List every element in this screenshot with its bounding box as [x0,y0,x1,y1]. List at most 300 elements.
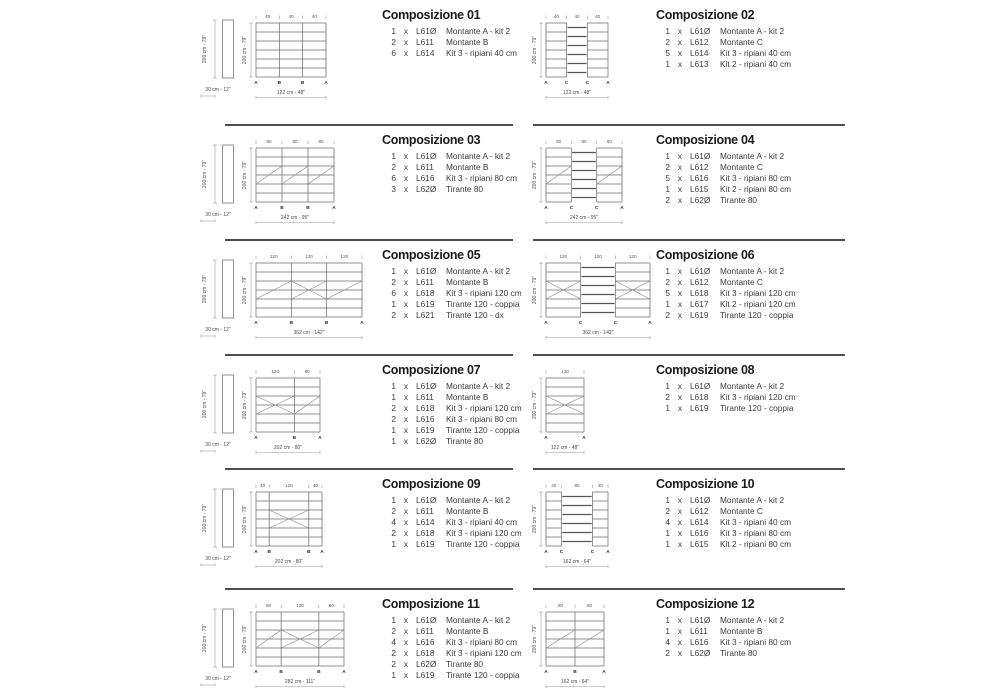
part-row [662,615,822,626]
upright-letter: C [569,206,574,211]
part-qty: 4 [665,637,670,647]
part-name: Montante A - kit 2 [446,381,511,391]
part-multiplier: x [403,495,409,505]
part-qty: 1 [391,266,396,276]
part-multiplier: x [403,173,409,183]
front-view-diagram [238,137,340,226]
upright-letter: A [544,670,548,675]
part-name: Montante C [720,162,763,172]
composition-section [520,2,850,127]
bay-width-label: 80 [586,603,593,609]
side-height-label: 200 cm - 79" [202,34,208,64]
part-multiplier: x [403,615,409,625]
parts-list [662,381,822,414]
width-dim-label: 202 cm - 80" [273,445,303,451]
part-qty: 2 [665,310,670,320]
bay-width-label: 40 [597,483,603,489]
side-view-diagram [193,367,241,463]
composition-title: Composizione 07 [382,363,481,377]
part-qty: 2 [665,277,670,287]
bay-width-label: 40 [311,14,317,20]
front-view-diagram [528,12,614,101]
bay-width-label: 120 [305,254,313,260]
part-row [662,506,822,517]
part-code: L619 [416,425,435,435]
height-dim-label: 200 cm - 79" [242,160,248,190]
part-qty: 1 [665,539,670,549]
part-name: Kit 3 - ripiani 120 cm [720,288,796,298]
part-name: Kit 2 - ripiani 40 cm [720,59,792,69]
upright-letter: B [307,550,311,555]
part-code: L619 [416,539,435,549]
composition-title: Composizione 12 [656,597,755,611]
part-multiplier: x [677,184,683,194]
height-dim-label: 200 cm - 79" [532,504,538,534]
part-name: Kit 3 - ripiani 120 cm [446,288,522,298]
upright-letter: A [254,206,258,211]
side-depth-label: 30 cm - 12" [205,556,231,562]
upright-letter: A [320,550,324,555]
upright-letter: A [544,321,548,326]
part-qty: 2 [391,162,396,172]
upright-letter: C [564,81,569,86]
part-multiplier: x [677,48,683,58]
bay-width-label: 80 [304,369,310,375]
part-code: L61Ø [690,266,711,276]
part-name: Tirante 80 [446,184,484,194]
part-qty: 1 [665,403,670,413]
part-code: L618 [416,648,435,658]
part-row [662,59,822,70]
part-code: L62Ø [416,659,437,669]
part-name: Tirante 80 [446,436,484,446]
part-multiplier: x [677,528,683,538]
part-multiplier: x [677,277,683,287]
upright-letter: A [342,670,346,675]
part-multiplier: x [403,26,409,36]
part-multiplier: x [403,659,409,669]
part-qty: 2 [391,37,396,47]
part-row [662,184,822,195]
part-code: L616 [690,637,709,647]
part-name: Montante B [446,162,489,172]
side-view-profile [223,609,234,667]
bay-width-label: 40 [312,483,318,489]
part-multiplier: x [403,648,409,658]
upright-letter: A [582,436,586,441]
part-multiplier: x [677,162,683,172]
part-name: Kit 3 - ripiani 40 cm [720,517,792,527]
side-depth-label: 30 cm - 12" [205,442,231,448]
part-multiplier: x [403,277,409,287]
height-dim-label: 200 cm - 79" [242,624,248,654]
part-code: L61Ø [690,381,711,391]
part-name: Tirante 120 - coppia [446,670,520,680]
part-code: L615 [690,539,709,549]
upright-letter: A [324,81,328,86]
bay-width-label: 120 [594,254,602,260]
part-multiplier: x [677,539,683,549]
part-code: L615 [690,184,709,194]
bay-width-label: 120 [269,254,278,260]
height-dim-label: 200 cm - 79" [532,624,538,654]
part-name: Montante A - kit 2 [720,381,785,391]
part-name: Montante C [720,277,763,287]
part-row [662,151,822,162]
bay-width-label: 120 [296,603,304,609]
part-code: L612 [690,162,709,172]
part-qty: 1 [665,528,670,538]
width-dim-label: 122 cm - 48" [550,445,580,451]
composition-title: Composizione 05 [382,248,481,262]
part-multiplier: x [403,288,409,298]
part-name: Kit 3 - ripiani 120 cm [720,392,796,402]
part-qty: 4 [665,517,670,527]
width-dim-label: 242 cm - 95" [569,215,599,221]
upright-letter: A [360,321,364,326]
side-view-diagram [193,601,241,697]
part-qty: 2 [391,277,396,287]
part-multiplier: x [403,670,409,680]
part-name: Tirante 80 [720,648,758,658]
part-row [662,288,822,299]
part-code: L614 [416,48,435,58]
part-multiplier: x [403,637,409,647]
upright-letter: A [544,206,548,211]
width-dim-label: 122 cm - 48" [276,90,306,96]
part-qty: 2 [665,506,670,516]
row-divider [225,468,513,470]
part-name: Tirante 120 - coppia [446,539,520,549]
composition-section [520,242,850,357]
part-code: L616 [416,637,435,647]
side-view-profile [223,145,234,203]
part-qty: 1 [665,151,670,161]
part-qty: 2 [391,403,396,413]
upright-letter: A [254,670,258,675]
part-multiplier: x [677,26,683,36]
part-name: Montante A - kit 2 [446,266,511,276]
part-qty: 2 [391,659,396,669]
part-code: L61Ø [416,615,437,625]
part-qty: 1 [665,59,670,69]
part-multiplier: x [677,299,683,309]
part-name: Kit 3 - ripiani 120 cm [446,528,522,538]
bay-width-label: 120 [559,254,568,260]
part-qty: 1 [665,299,670,309]
height-dim-label: 200 cm - 79" [532,35,538,65]
row-divider [225,354,513,356]
part-qty: 4 [391,517,396,527]
front-view-diagram [238,601,350,690]
part-multiplier: x [677,403,683,413]
side-view-profile [223,375,234,433]
part-name: Kit 3 - ripiani 80 cm [446,414,518,424]
part-name: Montante A - kit 2 [446,151,511,161]
part-row [662,517,822,528]
part-code: L616 [416,173,435,183]
part-multiplier: x [403,310,409,320]
part-qty: 6 [391,288,396,298]
composition-title: Composizione 02 [656,8,755,22]
part-code: L61Ø [416,26,437,36]
width-dim-label: 202 cm - 80" [274,559,304,565]
part-row [662,173,822,184]
upright-letter: C [585,81,590,86]
composition-section [190,2,520,127]
part-name: Montante A - kit 2 [720,151,785,161]
part-qty: 1 [391,381,396,391]
side-view-profile [223,489,234,547]
part-row [662,637,822,648]
part-multiplier: x [677,195,683,205]
part-name: Kit 2 - ripiani 80 cm [720,184,792,194]
part-row [662,162,822,173]
front-view-diagram [528,481,614,570]
bay-width-label: 80 [574,483,580,489]
part-multiplier: x [403,299,409,309]
part-multiplier: x [677,392,683,402]
part-name: Montante A - kit 2 [446,495,511,505]
part-multiplier: x [403,151,409,161]
front-view-diagram [238,252,368,341]
front-view-diagram [528,137,628,226]
side-height-label: 200 cm - 79" [202,159,208,189]
height-dim-label: 200 cm - 79" [242,504,248,534]
part-row [662,381,822,392]
composition-section [190,242,520,357]
side-depth-label: 30 cm - 12" [205,212,231,218]
part-name: Kit 3 - ripiani 120 cm [446,648,522,658]
part-code: L612 [690,277,709,287]
part-qty: 2 [665,195,670,205]
part-qty: 3 [391,184,396,194]
part-qty: 2 [391,414,396,424]
part-multiplier: x [403,414,409,424]
part-qty: 2 [391,310,396,320]
bay-width-label: 40 [551,483,557,489]
upright-letter: C [590,550,595,555]
part-code: L619 [690,403,709,413]
part-qty: 4 [391,637,396,647]
part-row [662,310,822,321]
height-dim-label: 200 cm - 79" [242,35,248,65]
part-row [662,539,822,550]
part-multiplier: x [677,288,683,298]
part-code: L616 [690,173,709,183]
side-depth-label: 30 cm - 12" [205,327,231,333]
part-code: L61Ø [690,26,711,36]
part-multiplier: x [403,184,409,194]
part-code: L618 [416,528,435,538]
part-multiplier: x [403,266,409,276]
upright-letter: A [544,436,548,441]
part-multiplier: x [403,162,409,172]
composition-title: Composizione 08 [656,363,755,377]
part-code: L616 [690,528,709,538]
part-multiplier: x [677,37,683,47]
part-qty: 1 [391,392,396,402]
part-multiplier: x [403,436,409,446]
part-multiplier: x [403,381,409,391]
part-row [662,299,822,310]
bay-width-label: 120 [561,369,569,375]
row-divider [533,239,845,241]
upright-letter: C [594,206,599,211]
part-qty: 1 [665,26,670,36]
height-dim-label: 200 cm - 79" [242,390,248,420]
part-code: L61Ø [416,495,437,505]
part-name: Kit 3 - ripiani 40 cm [446,517,518,527]
part-name: Kit 3 - ripiani 80 cm [720,528,792,538]
upright-letter: A [254,81,258,86]
part-code: L61Ø [416,381,437,391]
composition-section [190,591,520,700]
part-multiplier: x [677,648,683,658]
upright-letter: B [267,550,271,555]
part-multiplier: x [403,528,409,538]
part-row [662,48,822,59]
upright-letter: B [306,206,310,211]
part-name: Montante C [720,506,763,516]
bay-width-label: 40 [288,14,294,20]
width-dim-label: 242 cm - 95" [280,215,310,221]
part-name: Tirante 120 - dx [446,310,504,320]
side-height-label: 200 cm - 79" [202,274,208,304]
part-qty: 2 [665,648,670,658]
upright-letter: B [324,321,329,326]
composition-title: Composizione 11 [382,597,480,611]
part-code: L611 [416,392,434,402]
upright-letter: A [318,436,322,441]
part-qty: 2 [391,528,396,538]
part-code: L61Ø [690,615,711,625]
side-depth-label: 30 cm - 12" [205,676,231,682]
front-view-diagram [238,481,328,570]
composition-section [190,127,520,242]
composition-title: Composizione 09 [382,477,481,491]
bay-width-label: 120 [285,483,293,489]
upright-letter: A [254,550,258,555]
row-divider [225,239,513,241]
part-qty: 5 [665,48,670,58]
part-qty: 2 [391,626,396,636]
part-qty: 5 [665,288,670,298]
part-multiplier: x [677,173,683,183]
part-name: Montante B [446,37,489,47]
part-row [662,277,822,288]
part-multiplier: x [677,506,683,516]
side-height-label: 200 cm - 79" [202,623,208,653]
part-row [662,392,822,403]
part-multiplier: x [677,626,683,636]
part-name: Montante C [720,37,763,47]
part-multiplier: x [677,637,683,647]
part-code: L619 [416,670,435,680]
bay-width-label: 80 [328,603,334,609]
part-row [662,26,822,37]
part-multiplier: x [403,403,409,413]
part-qty: 1 [391,615,396,625]
part-code: L611 [416,277,434,287]
parts-list [662,266,822,321]
part-name: Kit 3 - ripiani 120 cm [446,403,522,413]
bay-width-label: 40 [260,483,266,489]
part-row [662,528,822,539]
part-qty: 1 [665,184,670,194]
composition-section [520,591,850,700]
part-code: L613 [690,59,709,69]
part-multiplier: x [403,539,409,549]
part-code: L611 [690,626,708,636]
part-name: Tirante 120 - coppia [446,425,520,435]
bay-width-label: 80 [606,139,612,145]
part-code: L612 [690,37,709,47]
side-view-diagram [193,12,241,108]
composition-section [520,127,850,242]
part-name: Kit 3 - ripiani 80 cm [446,637,518,647]
side-height-label: 200 cm - 79" [202,503,208,533]
upright-letter: A [602,670,606,675]
part-code: L61Ø [416,266,437,276]
part-name: Montante A - kit 2 [446,26,511,36]
part-qty: 1 [665,615,670,625]
composition-section [520,471,850,591]
upright-letter: B [289,321,294,326]
part-name: Tirante 120 - coppia [720,310,794,320]
part-multiplier: x [403,517,409,527]
part-name: Kit 3 - ripiani 80 cm [720,637,792,647]
side-view-diagram [193,481,241,577]
side-depth-label: 30 cm - 12" [205,87,231,93]
width-dim-label: 282 cm - 111" [284,679,316,685]
composition-section [520,357,850,471]
part-code: L611 [416,506,434,516]
part-qty: 1 [391,670,396,680]
part-multiplier: x [403,48,409,58]
part-multiplier: x [403,392,409,402]
front-view-diagram [528,601,610,690]
bay-width-label: 40 [265,14,271,20]
front-view-diagram [528,252,656,341]
upright-letter: B [279,670,283,675]
composition-title: Composizione 04 [656,133,755,147]
front-view-diagram [238,367,326,456]
part-code: L61Ø [690,151,711,161]
part-code: L616 [416,414,435,424]
upright-letter: B [573,670,577,675]
composition-section [190,471,520,591]
part-name: Kit 2 - ripiani 120 cm [720,299,796,309]
part-row [662,626,822,637]
bay-width-label: 80 [581,139,587,145]
upright-letter: B [292,436,297,441]
part-multiplier: x [677,517,683,527]
row-divider [533,588,845,590]
part-qty: 1 [391,299,396,309]
height-dim-label: 200 cm - 79" [532,390,538,420]
upright-letter: A [544,550,548,555]
part-qty: 2 [391,506,396,516]
bay-width-label: 80 [266,603,272,609]
width-dim-label: 362 cm - 142" [582,330,614,336]
parts-list [662,26,822,70]
part-name: Kit 3 - ripiani 40 cm [720,48,792,58]
part-multiplier: x [403,425,409,435]
upright-letter: A [254,321,258,326]
width-dim-label: 162 cm - 64" [560,679,590,685]
upright-letter: B [277,81,282,86]
